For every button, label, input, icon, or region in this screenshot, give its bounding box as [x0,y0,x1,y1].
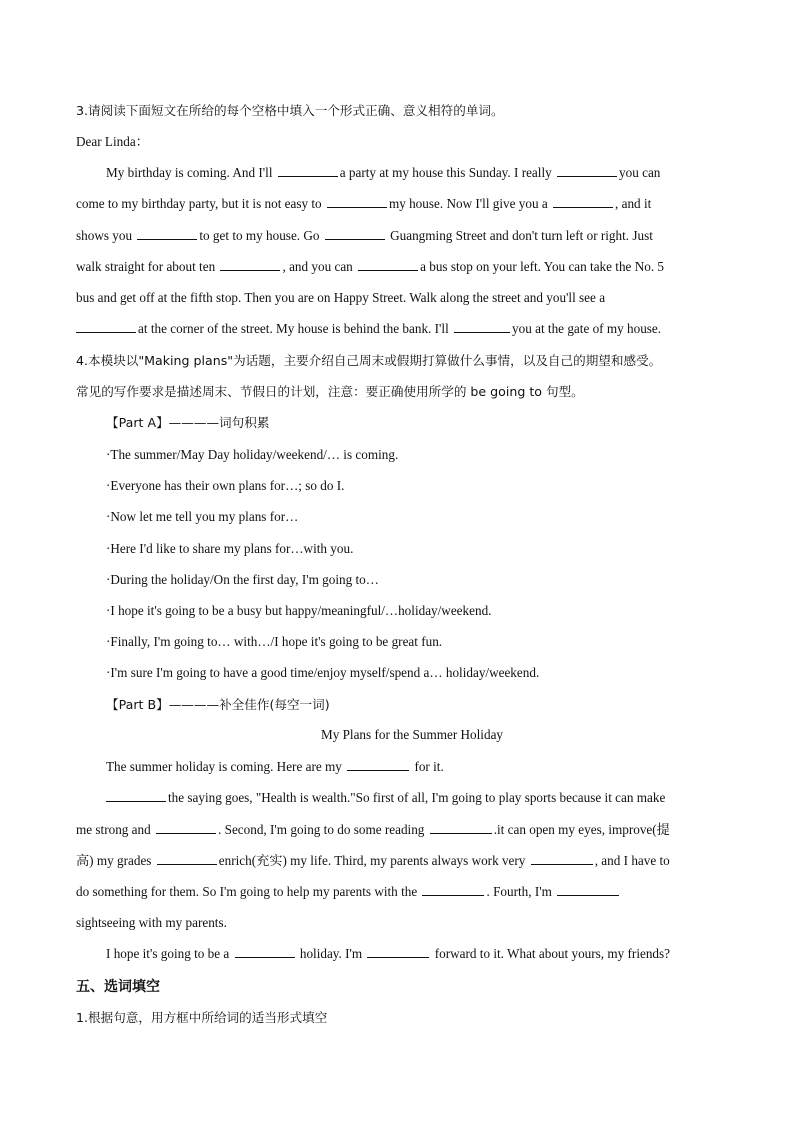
answer-blank[interactable] [454,320,510,333]
section5-instruction: 1.根据句意，用方框中所给词的适当形式填空 [76,1010,328,1025]
part-a-item: ·I hope it's going to be a busy but happy/meaningful/…holiday/weekend. [106,603,492,618]
q4-instruction-line2: 常见的写作要求是描述周末、节假日的计划，注意：要正确使用所学的 be going to 句型。 [76,384,584,399]
answer-blank[interactable] [327,195,387,208]
answer-blank[interactable] [347,758,409,771]
answer-blank[interactable] [137,227,197,240]
part-a-item: ·The summer/May Day holiday/weekend/… is coming. [106,447,399,462]
essay-line-6: sightseeing with my parents. [76,915,227,930]
q4-instruction-line1: 4.本模块以"Making plans"为话题，主要介绍自己周末或假期打算做什么事情，以及自己的期望和感受。 [76,353,662,368]
q3-line-6: at the corner of the street. My house is behind the bank. I'll you at the gate of my house. [76,320,661,338]
essay-title: My Plans for the Summer Holiday [320,727,504,742]
part-b-label: 【Part B】————补全佳作(每空一词) [106,697,330,712]
answer-blank[interactable] [156,821,216,834]
q3-greeting: Dear Linda： [76,134,149,149]
part-a-item: ·I'm sure I'm going to have a good time/enjoy myself/spend a… holiday/weekend. [106,665,540,680]
answer-blank[interactable] [325,227,385,240]
answer-blank[interactable] [157,852,217,865]
answer-blank[interactable] [430,821,492,834]
q3-line-5: bus and get off at the fifth stop. Then you are on Happy Street. Walk along the street and you'll see a [76,290,606,305]
part-a-item: ·Now let me tell you my plans for… [106,509,299,524]
q3-line-2: come to my birthday party, but it is not easy to my house. Now I'll give you a , and it [76,196,652,211]
q3-line-1: My birthday is coming. And I'll a party at my house this Sunday. I really you can [106,165,661,180]
essay-line-7: I hope it's going to be a holiday. I'm forward to it. What about yours, my friends? [106,946,671,961]
part-a-item: ·Here I'd like to share my plans for…with you. [106,541,354,556]
essay-line-3: me strong and . Second, I'm going to do some reading .it can open my eyes, improve(提 [76,822,670,837]
answer-blank[interactable] [278,164,338,177]
answer-blank[interactable] [106,789,166,802]
q3-line-4: walk straight for about ten , and you can a bus stop on your left. You can take the No. 5 [76,259,665,274]
essay-line-2: the saying goes, "Health is wealth."So first of all, I'm going to play sports because it can make [106,789,665,807]
q3-instruction: 3.请阅读下面短文在所给的每个空格中填入一个形式正确、意义相符的单词。 [76,103,504,118]
answer-blank[interactable] [367,945,429,958]
essay-line-5: do something for them. So I'm going to help my parents with the . Fourth, I'm [76,883,621,901]
part-a-item: ·During the holiday/On the first day, I'm going to… [106,572,379,587]
answer-blank[interactable] [358,258,418,271]
q3-line-3: shows you to get to my house. Go Guangming Street and don't turn left or right. Just [76,228,653,243]
answer-blank[interactable] [531,852,593,865]
essay-line-4: 高) my grades enrich(充实) my life. Third, my parents always work very , and I have to [76,853,670,868]
part-a-item: ·Everyone has their own plans for…; so do I. [106,478,345,493]
answer-blank[interactable] [76,320,136,333]
answer-blank[interactable] [220,258,280,271]
answer-blank[interactable] [422,883,484,896]
answer-blank[interactable] [553,195,613,208]
part-a-label: 【Part A】————词句积累 [106,415,270,430]
answer-blank[interactable] [235,945,295,958]
section-heading: 五、选词填空 [76,979,160,995]
answer-blank[interactable] [557,164,617,177]
part-a-item: ·Finally, I'm going to… with…/I hope it's going to be great fun. [106,634,443,649]
essay-line-1: The summer holiday is coming. Here are my for it. [106,759,444,774]
answer-blank[interactable] [557,883,619,896]
